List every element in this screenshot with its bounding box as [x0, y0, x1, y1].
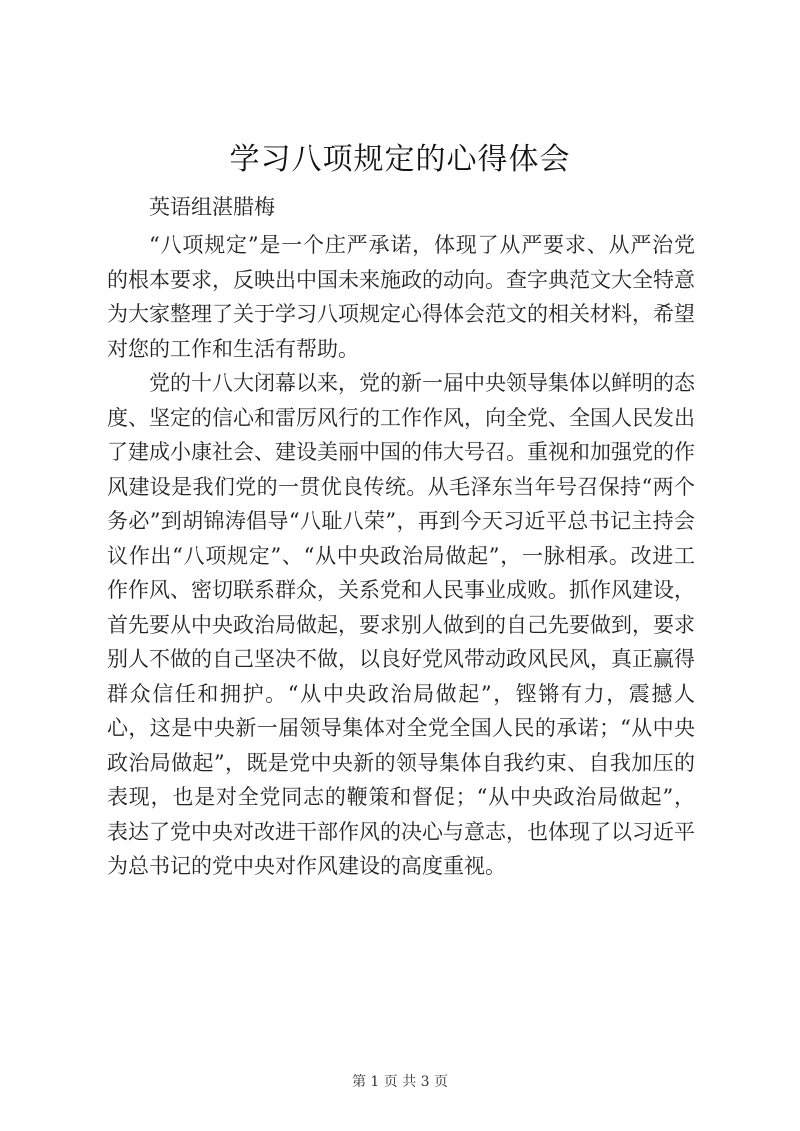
author-line: 英语组湛腊梅 [149, 195, 275, 219]
paragraph-intro: “八项规定”是一个庄严承诺，体现了从严要求、从严治党的根本要求，反映出中国未来施政的动向。查字典范文大全特意为大家整理了关于学习八项规定心得体会范文的相关材料，希望对您的工作和生活有帮助。 [107, 233, 695, 361]
paragraph-body: 党的十八大闭幕以来，党的新一届中央领导集体以鲜明的态度、坚定的信心和雷厉风行的工作作风，向全党、全国人民发出了建成小康社会、建设美丽中国的伟大号召。重视和加强党的作风建设是我们党的一贯优良传统。从毛泽东当年号召保持“两个务必”到胡锦涛倡导“八耻八荣”，再到今天习近平总书记主持会议作出“八项规定”、“从中央政治局做起”，一脉相承。改进工作作风、密切联系群众，关系党和人民事业成败。抓作风建设，首先要从中央政治局做起，要求别人做到的自己先要做到，要求别人不做的自己坚决不做，以良好党风带动政风民风，真正赢得群众信任和拥护。“从中央政治局做起”，铿锵有力，震撼人心，这是中央新一届领导集体对全党全国人民的承诺；“从中央政治局做起”，既是党中央新的领导集体自我约束、自我加压的表现，也是对全党同志的鞭策和督促；“从中央政治局做起”，表达了党中央对改进干部作风的决心与意志，也体现了以习近平为总书记的党中央对作风建设的高度重视。 [107, 371, 695, 878]
page-number-footer: 第 1 页 共 3 页 [351, 1074, 449, 1090]
page-title: 学习八项规定的心得体会 [229, 142, 571, 177]
